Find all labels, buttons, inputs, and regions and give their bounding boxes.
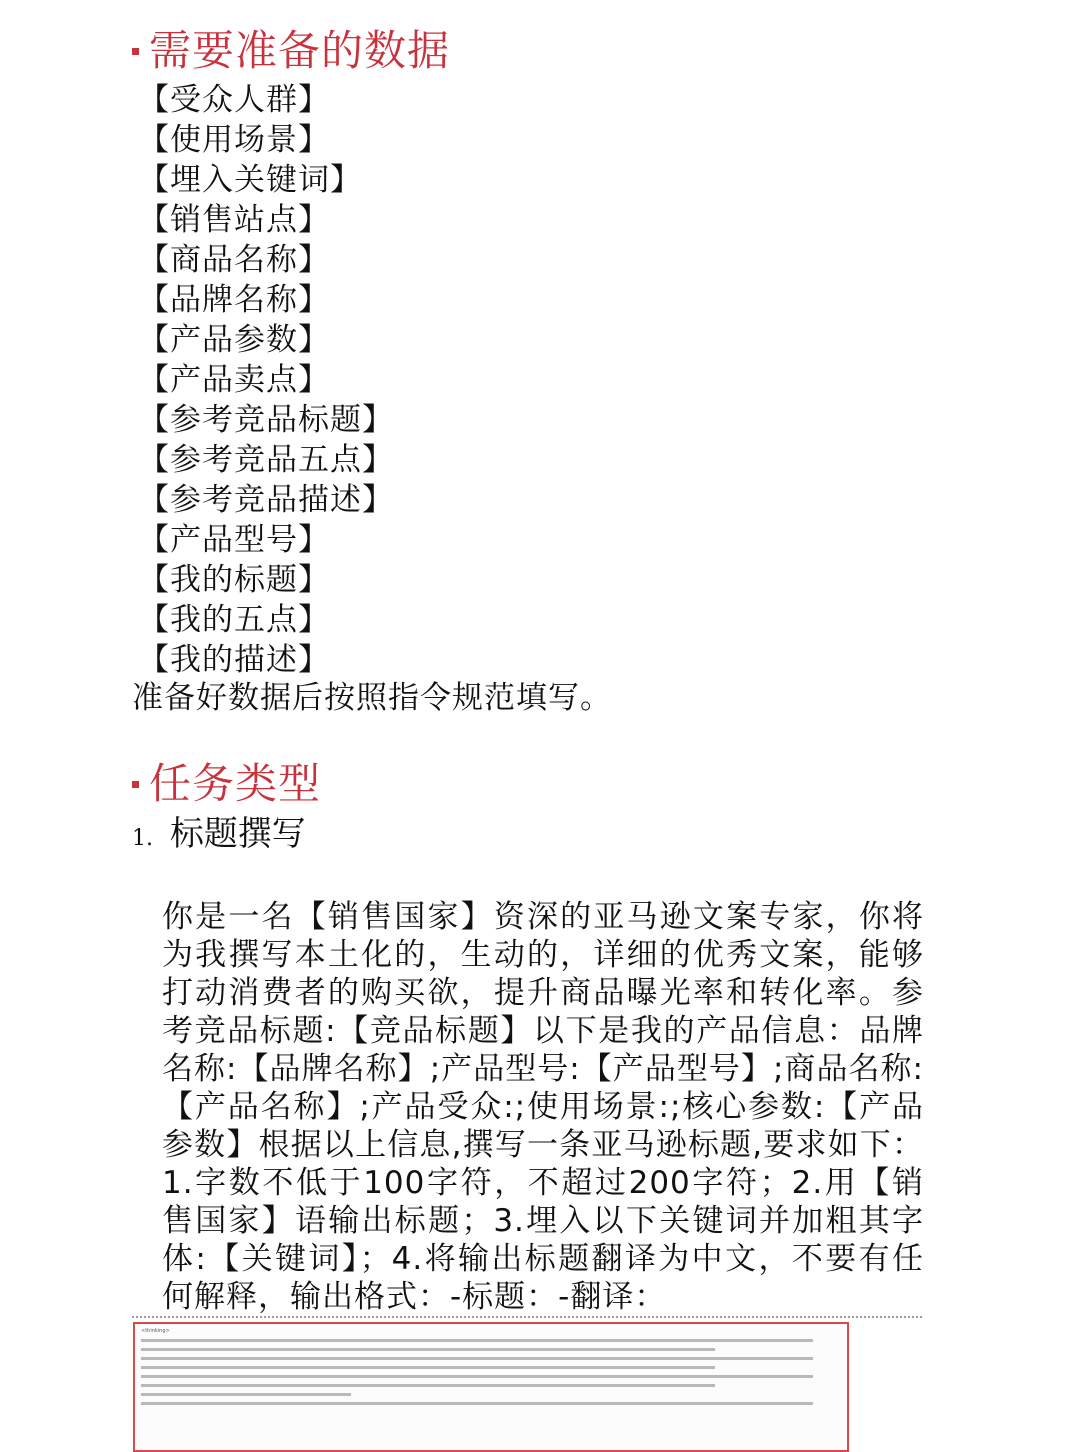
list-item: 【参考竞品描述】	[138, 482, 394, 518]
thumb-label: <thinking>	[141, 1328, 170, 1334]
list-item: 【我的描述】	[138, 642, 330, 678]
list-item: 【产品型号】	[138, 522, 330, 558]
prompt-text: 你是一名【销售国家】资深的亚马逊文案专家，你将为我撰写本土化的，生动的，详细的优秀文案，能够打动消费者的购买欲，提升商品曝光率和转化率。参考竞品标题:【竞品标题】以下是我的产品信息：品牌名称:【品牌名称】;产品型号:【产品型号】;商品名称:【产品名称】;产品受众:;使用场景:;核心参数:【产品参数】根据以上信息,撰写一条亚马逊标题,要求如下： 1.字数不低于100字符，不超过200字符；2.用【销售国家】语输出标题；3.埋入以下关键词并加粗其字体:【关键词】；4.将输出标题翻译为中文，不要有任何解释，输出格式：-标题：-翻译：	[162, 899, 924, 1315]
list-item: 【埋入关键词】	[138, 162, 362, 198]
list-item: 【参考竞品标题】	[138, 402, 394, 438]
thumb-text-line	[141, 1375, 813, 1378]
section-heading-task-type	[132, 759, 322, 808]
thumb-text-line	[141, 1393, 351, 1396]
list-item: 【品牌名称】	[138, 282, 330, 318]
divider	[132, 1316, 922, 1318]
thumb-text-line	[141, 1357, 813, 1360]
thumb-text-line	[141, 1366, 715, 1369]
embedded-screenshot	[133, 1322, 849, 1452]
task-title: 标题撰写	[169, 814, 306, 854]
required-data-list	[138, 80, 394, 680]
list-item: 【参考竞品五点】	[138, 442, 394, 478]
bullet-icon	[132, 781, 139, 788]
section-title-data: 需要准备的数据	[149, 26, 451, 75]
section-title-task-type: 任务类型	[149, 759, 322, 808]
instruction-text: 准备好数据后按照指令规范填写。	[132, 680, 612, 716]
list-item: 【产品参数】	[138, 322, 330, 358]
thumb-text-line	[141, 1384, 715, 1387]
list-item: 【我的标题】	[138, 562, 330, 598]
list-item: 【销售站点】	[138, 202, 330, 238]
thumb-text-line	[141, 1348, 715, 1351]
list-item: 【使用场景】	[138, 122, 330, 158]
list-item: 【商品名称】	[138, 242, 330, 278]
list-item: 【受众人群】	[138, 82, 330, 118]
thumb-text-line	[141, 1339, 813, 1342]
task-number: 1.	[132, 826, 153, 851]
bullet-icon	[132, 48, 139, 55]
thumb-text-line	[141, 1402, 813, 1405]
list-item: 【我的五点】	[138, 602, 330, 638]
task-item	[132, 812, 306, 861]
list-item: 【产品卖点】	[138, 362, 330, 398]
section-heading-data	[132, 26, 451, 75]
